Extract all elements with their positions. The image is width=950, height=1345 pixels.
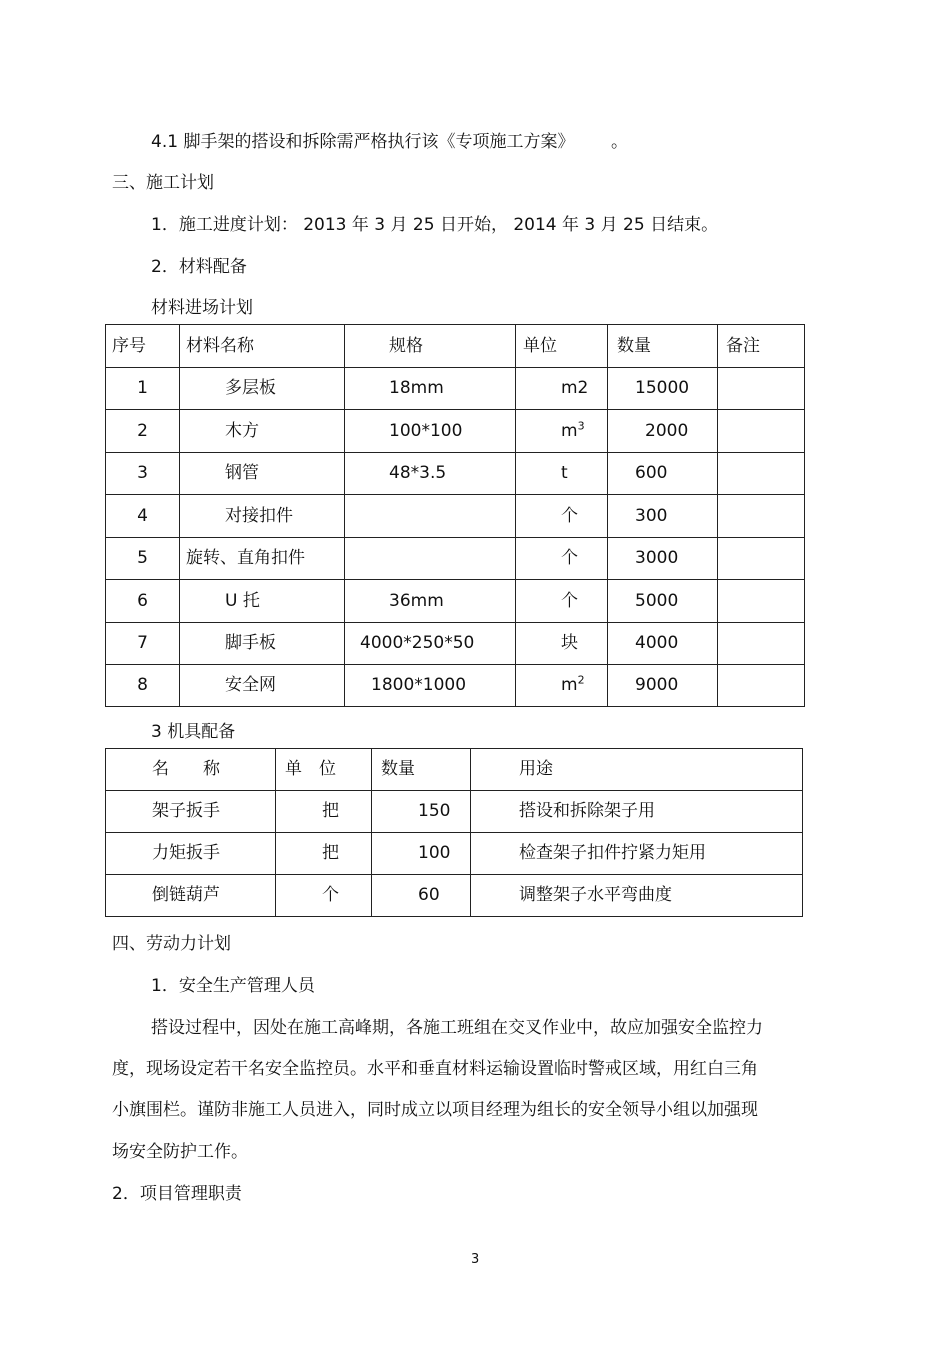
table-row (106, 453, 805, 495)
row-qty: 300 (608, 495, 718, 538)
section-4-heading: 四、劳动力计划 (112, 934, 231, 954)
tool-unit: 个 (276, 875, 372, 917)
unit-exponent: 2 (577, 673, 585, 687)
materials-table (105, 324, 805, 707)
tools-table (105, 748, 803, 917)
table-row (106, 623, 805, 665)
row-spec: 36mm (345, 580, 516, 623)
row-name: 脚手板 (180, 623, 345, 665)
row-qty: 5000 (608, 580, 718, 623)
table-row (106, 580, 805, 623)
unit-text: m (561, 675, 578, 695)
row-qty: 15000 (608, 368, 718, 410)
row-name: 对接扣件 (180, 495, 345, 538)
row-no: 2 (106, 410, 180, 453)
table-row (106, 495, 805, 538)
clause-4-1-end: 。 (611, 132, 628, 152)
row-no: 1 (106, 368, 180, 410)
tool-qty: 150 (372, 791, 471, 833)
unit-text: 个 (561, 505, 578, 526)
tool-unit: 把 (276, 791, 372, 833)
schedule-line: 1．施工进度计划： 2013 年 3 月 25 日开始， 2014 年 3 月 25 日结束。 (151, 215, 719, 235)
tools-heading: 3 机具配备 (151, 722, 236, 742)
row-qty: 2000 (608, 410, 718, 453)
row-spec: 18mm (345, 368, 516, 410)
header-name: 名 称 (106, 749, 276, 791)
unit-text: t (561, 463, 568, 483)
unit-text: 块 (561, 633, 578, 653)
material-plan-caption: 材料进场计划 (151, 298, 253, 318)
paragraph-line-3: 小旗围栏。谨防非施工人员进入，同时成立以项目经理为组长的安全领导小组以加强现 (112, 1100, 758, 1120)
row-spec: 1800*1000 (345, 665, 516, 707)
unit-text: m2 (561, 378, 589, 398)
row-name: 木方 (180, 410, 345, 453)
tool-name: 倒链葫芦 (106, 875, 276, 917)
row-spec (345, 538, 516, 580)
row-unit (516, 368, 608, 410)
tool-name: 力矩扳手 (106, 833, 276, 875)
table-row (106, 410, 805, 453)
header-no: 序号 (106, 325, 180, 368)
materials-header-row (106, 325, 805, 368)
row-qty: 9000 (608, 665, 718, 707)
row-unit (516, 623, 608, 665)
header-note: 备注 (718, 325, 805, 368)
row-note (718, 623, 805, 665)
unit-text: 个 (561, 590, 578, 611)
row-unit (516, 580, 608, 623)
row-note (718, 665, 805, 707)
material-heading: 2．材料配备 (151, 257, 247, 277)
tool-qty: 60 (372, 875, 471, 917)
paragraph-line-4: 场安全防护工作。 (112, 1142, 248, 1162)
table-row (106, 791, 803, 833)
header-qty: 数量 (372, 749, 471, 791)
row-no: 3 (106, 453, 180, 495)
row-note (718, 453, 805, 495)
tools-header-row (106, 749, 803, 791)
row-unit (516, 410, 608, 453)
header-use: 用途 (471, 749, 803, 791)
row-qty: 4000 (608, 623, 718, 665)
row-note (718, 538, 805, 580)
section-3-heading: 三、施工计划 (112, 173, 214, 193)
row-qty: 600 (608, 453, 718, 495)
row-spec: 100*100 (345, 410, 516, 453)
row-name: U 托 (180, 580, 345, 623)
duty-heading: 2．项目管理职责 (112, 1184, 242, 1204)
table-row (106, 538, 805, 580)
row-name: 钢管 (180, 453, 345, 495)
row-spec: 4000*250*50 (345, 623, 516, 665)
tool-use: 检查架子扣件拧紧力矩用 (471, 833, 803, 875)
paragraph-line-2: 度，现场设定若干名安全监控员。水平和垂直材料运输设置临时警戒区域，用红白三角 (112, 1059, 758, 1079)
unit-text: m (561, 420, 578, 441)
clause-4-1: 4.1 脚手架的搭设和拆除需严格执行该《专项施工方案》 (151, 132, 575, 152)
row-note (718, 495, 805, 538)
table-row (106, 368, 805, 410)
row-no: 8 (106, 665, 180, 707)
row-note (718, 368, 805, 410)
paragraph-line-1: 搭设过程中，因处在施工高峰期，各施工班组在交叉作业中，故应加强安全监控力 (151, 1018, 763, 1038)
unit-exponent: 3 (577, 418, 585, 432)
table-row (106, 833, 803, 875)
row-note (718, 580, 805, 623)
unit-text: 个 (561, 548, 578, 568)
tool-qty: 100 (372, 833, 471, 875)
tool-use: 调整架子水平弯曲度 (471, 875, 803, 917)
row-unit (516, 453, 608, 495)
row-spec: 48*3.5 (345, 453, 516, 495)
header-spec: 规格 (345, 325, 516, 368)
row-no: 7 (106, 623, 180, 665)
header-name: 材料名称 (180, 325, 345, 368)
table-row (106, 665, 805, 707)
table-row (106, 875, 803, 917)
safety-staff-heading: 1．安全生产管理人员 (151, 976, 315, 996)
row-spec (345, 495, 516, 538)
row-name: 多层板 (180, 368, 345, 410)
row-no: 4 (106, 495, 180, 538)
tool-name: 架子扳手 (106, 791, 276, 833)
row-unit (516, 495, 608, 538)
header-unit: 单位 (516, 325, 608, 368)
row-qty: 3000 (608, 538, 718, 580)
row-unit (516, 665, 608, 707)
row-no: 6 (106, 580, 180, 623)
row-note (718, 410, 805, 453)
row-unit (516, 538, 608, 580)
header-unit: 单 位 (276, 749, 372, 791)
row-no: 5 (106, 538, 180, 580)
page-number: 3 (471, 1252, 480, 1267)
header-qty: 数量 (608, 325, 718, 368)
row-name: 安全网 (180, 665, 345, 707)
tool-use: 搭设和拆除架子用 (471, 791, 803, 833)
tool-unit: 把 (276, 833, 372, 875)
row-name: 旋转、直角扣件 (180, 538, 345, 580)
